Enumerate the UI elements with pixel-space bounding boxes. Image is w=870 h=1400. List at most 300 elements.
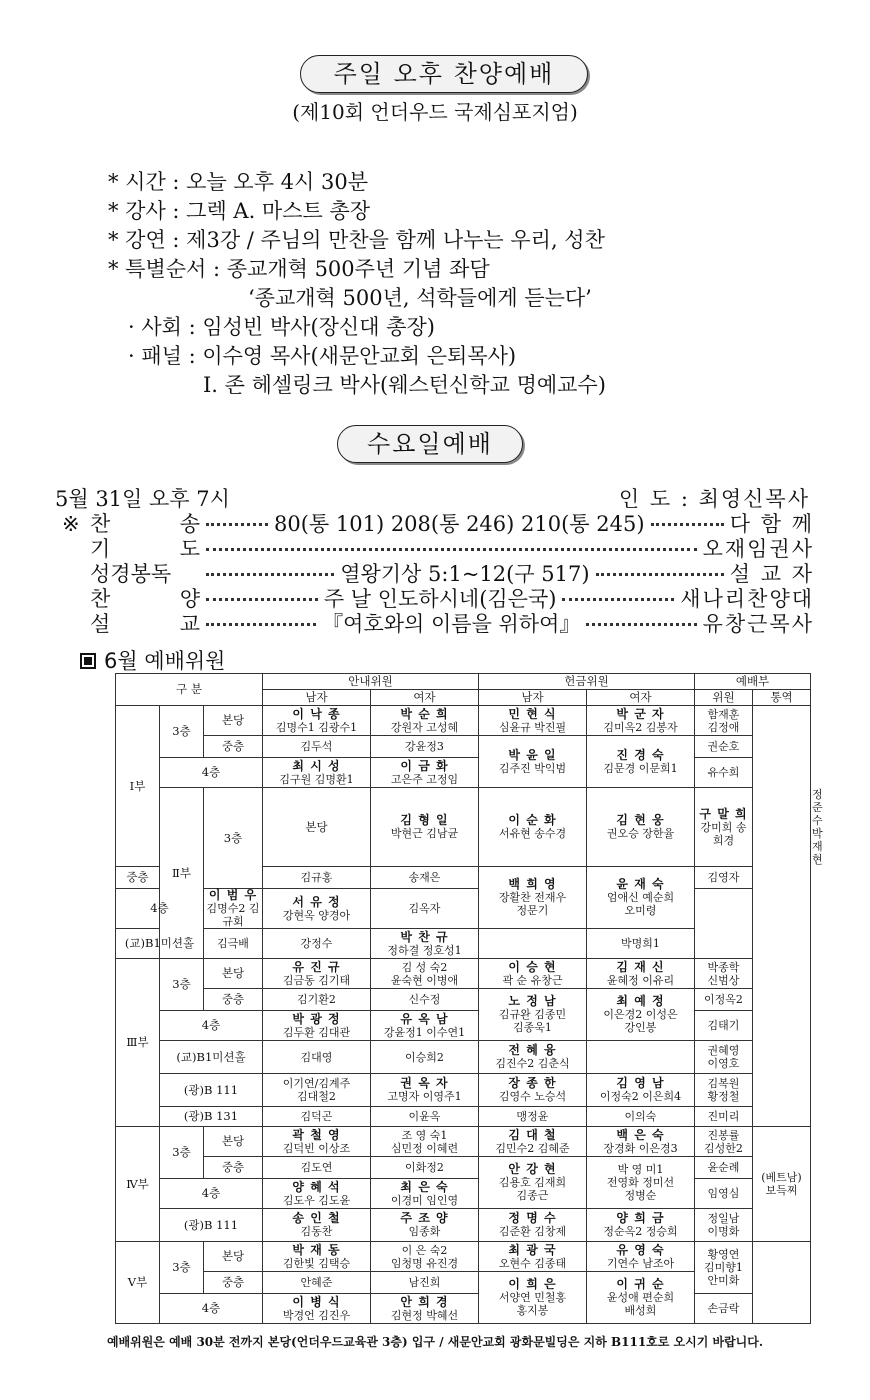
guide-male xyxy=(263,736,371,758)
floor-label: 4층 xyxy=(116,889,204,929)
order-label: 설 교 xyxy=(90,612,200,636)
member-names: 김주진 박익범 xyxy=(498,761,567,775)
member-names: 김종욱1 xyxy=(513,1021,552,1034)
division-part: Ⅳ부 xyxy=(116,1127,160,1242)
member-names: 김명수2 김규회 xyxy=(206,902,260,928)
leader-name: 양 희 금 xyxy=(616,1211,665,1225)
location-label: 본당 xyxy=(263,788,371,867)
member-names: 서유현 송수경 xyxy=(498,827,567,840)
member-names: 정순옥2 정승희 xyxy=(603,1225,678,1238)
leader-name: 정 명 수 xyxy=(508,1211,557,1225)
offering-male xyxy=(479,1242,587,1272)
leader-dots xyxy=(586,623,696,626)
location-label: 중층 xyxy=(204,989,263,1011)
header-offering: 헌금위원 xyxy=(479,674,695,690)
member-names: 김옥자 xyxy=(408,902,441,915)
member-names: 김영수 노승석 xyxy=(498,1090,567,1103)
member-names: 권혜영 xyxy=(707,1044,740,1057)
offering-female xyxy=(587,1242,695,1272)
leader-name: 최 예 정 xyxy=(616,994,665,1008)
offering-male xyxy=(479,959,587,989)
june-roster-heading xyxy=(80,645,225,675)
roster-row xyxy=(116,736,811,758)
roster-row xyxy=(116,1011,811,1041)
leader-dots xyxy=(206,523,268,526)
leader-name: 김 영 남 xyxy=(616,1076,665,1090)
offering-female xyxy=(587,1074,695,1107)
member-names: 이 은 숙2 xyxy=(401,1243,448,1257)
leader-name: 박 재 동 xyxy=(292,1242,341,1257)
division-part: Ⅱ부 xyxy=(160,788,204,959)
location-label: 본당 xyxy=(204,706,263,736)
wednesday-leader: 인 도 : 최영신목사 xyxy=(618,487,810,511)
order-person: 새나리찬양대 xyxy=(680,587,815,611)
leader-dots xyxy=(206,598,318,601)
worship-member xyxy=(587,929,695,959)
worship-member xyxy=(695,1041,753,1074)
member-names: 김문경 이문희1 xyxy=(603,761,678,775)
offering-male xyxy=(479,867,587,929)
guide-female xyxy=(479,788,587,867)
member-names: 임종화 xyxy=(408,1225,441,1238)
offering-female xyxy=(479,929,587,959)
location-label: 중층 xyxy=(204,736,263,758)
order-row xyxy=(62,612,814,637)
leader-name: 진 경 숙 xyxy=(616,747,665,762)
offering-female xyxy=(695,788,753,867)
location-label: 중층 xyxy=(204,1272,263,1294)
leader-name: 김 재 신 xyxy=(616,959,665,974)
member-names: 김금동 김기태 xyxy=(282,973,351,987)
worship-member xyxy=(695,1209,753,1242)
leader-name: 양 혜 석 xyxy=(292,1179,341,1194)
guide-female xyxy=(263,929,371,959)
guide-female xyxy=(371,1157,479,1179)
offering-female xyxy=(587,1272,695,1324)
roster-row xyxy=(116,1209,811,1242)
leader-name: 전 혜 융 xyxy=(508,1043,557,1057)
order-label: 찬 양 xyxy=(90,587,200,611)
offering-female xyxy=(587,959,695,989)
guide-male xyxy=(263,706,371,736)
location-label: 중층 xyxy=(116,867,160,889)
info-lecture: * 강연 : 제3강 / 주님의 만찬을 함께 나누는 우리, 성찬 xyxy=(108,228,605,252)
roster-row xyxy=(116,758,811,788)
member-names: 김미향1 xyxy=(704,1261,743,1274)
offering-female xyxy=(587,1209,695,1242)
leader-name: 이 병 식 xyxy=(292,1294,341,1309)
info-panel-2: I. 존 헤셀링크 박사(웨스턴신학교 명예교수) xyxy=(203,373,606,397)
guide-female xyxy=(371,1127,479,1157)
guide-male xyxy=(263,1272,371,1294)
order-person: 다 함 께 xyxy=(729,512,814,536)
leader-name: 박 찬 규 xyxy=(400,929,449,944)
guide-female xyxy=(371,959,479,989)
member-names: 장활찬 전재우 xyxy=(498,891,567,904)
member-names: 손금락 xyxy=(707,1302,740,1315)
offering-male xyxy=(371,929,479,959)
header-worship: 예배부 xyxy=(695,674,811,690)
member-names: 홍지봉 xyxy=(516,1304,549,1317)
leader-name: 유 옥 남 xyxy=(400,1011,449,1026)
member-names: 정문기 xyxy=(516,904,549,917)
division-part: Ⅲ부 xyxy=(116,959,160,1127)
member-names: 김명수1 김광수1 xyxy=(275,720,358,734)
guide-male xyxy=(204,889,263,929)
member-names: 이기연/김계주 xyxy=(282,1077,351,1090)
leader-name: 송 인 철 xyxy=(292,1211,341,1225)
offering-male xyxy=(479,1107,587,1127)
header-female: 여자 xyxy=(587,690,695,706)
worship-member xyxy=(695,867,753,889)
leader-name: 곽 철 영 xyxy=(292,1127,341,1142)
division-part: Ⅴ부 xyxy=(116,1242,160,1324)
member-names: 신범상 xyxy=(707,973,740,987)
leader-name: 박 군 자 xyxy=(616,706,665,721)
offering-female xyxy=(587,706,695,736)
order-person: 오재임권사 xyxy=(702,537,814,561)
order-row xyxy=(62,537,814,562)
offering-female xyxy=(587,867,695,929)
june-roster-title: 6월 예배위원 xyxy=(104,649,226,673)
member-names: 심민정 이혜련 xyxy=(390,1141,459,1155)
interpreter xyxy=(753,706,811,1127)
leader-dots xyxy=(206,573,334,576)
member-names: 이정옥2 xyxy=(704,993,743,1006)
leader-name: 민 현 식 xyxy=(508,706,557,721)
roster-footer-note: 예배위원은 예배 30분 전까지 본당(언더우드교육관 3층) 입구 / 새문안교회 광화문빌딩은 지하 B111호로 오시기 바랍니다. xyxy=(106,1335,764,1349)
sunday-service-subtitle: (제10회 언더우드 국제심포지엄) xyxy=(292,100,578,124)
june-roster-table xyxy=(115,673,823,1324)
member-names: 윤성애 편순희 xyxy=(606,1291,675,1304)
member-names: 곽 순 유창근 xyxy=(502,973,563,987)
roster-row xyxy=(116,889,811,929)
member-names: 강원자 고성혜 xyxy=(390,720,459,734)
member-names: 엄애신 예순희 xyxy=(606,891,675,904)
floor-label: (광)B 111 xyxy=(160,1074,263,1107)
division-part: Ⅰ부 xyxy=(116,706,160,867)
roster-row xyxy=(116,1107,811,1127)
member-names: 김진수2 김춘식 xyxy=(495,1057,570,1070)
member-names: 오현수 김종태 xyxy=(498,1256,567,1270)
member-names: 신수정 xyxy=(408,993,441,1006)
offering-male xyxy=(587,788,695,867)
member-names: 남진희 xyxy=(408,1276,441,1289)
info-special-title: ‘종교개혁 500년, 석학들에게 듣는다’ xyxy=(248,286,592,310)
floor-label: (교)B1미션홀 xyxy=(160,1041,263,1074)
worship-order xyxy=(62,512,814,637)
guide-female xyxy=(371,1242,479,1272)
member-names: 심윤규 박진필 xyxy=(498,720,567,734)
order-row xyxy=(62,512,814,537)
leader-name: 백 은 숙 xyxy=(616,1127,665,1142)
floor-label: 3층 xyxy=(160,1242,204,1294)
location-label: 본당 xyxy=(204,959,263,989)
offering-female xyxy=(587,1127,695,1157)
member-names: 황정철 xyxy=(707,1090,740,1103)
roster-row xyxy=(116,706,811,736)
order-content: 80(통 101) 208(통 246) 210(통 245) xyxy=(274,512,645,536)
leader-name: 김 형 일 xyxy=(400,813,449,827)
offering-female xyxy=(587,989,695,1041)
guide-female xyxy=(371,1041,479,1074)
guide-male xyxy=(263,1074,371,1107)
guide-male xyxy=(263,1242,371,1272)
guide-male xyxy=(371,788,479,867)
guide-male xyxy=(263,1011,371,1041)
leader-dots xyxy=(651,523,724,526)
floor-label: (광)B 111 xyxy=(160,1209,263,1242)
leader-name: 최 은 숙 xyxy=(400,1179,449,1194)
leader-name: 권 옥 자 xyxy=(400,1076,449,1090)
member-names: 고명자 이영주1 xyxy=(387,1090,462,1103)
interpreter xyxy=(753,1242,811,1324)
floor-label: 4층 xyxy=(160,1294,263,1324)
member-names: 진미리 xyxy=(707,1110,740,1123)
guide-male xyxy=(204,929,263,959)
leader-name: 윤 재 숙 xyxy=(616,877,665,891)
header-female: 여자 xyxy=(371,690,479,706)
leader-name: 최 시 성 xyxy=(292,758,341,773)
member-names: 박종학 xyxy=(707,960,740,974)
offering-male xyxy=(479,1127,587,1157)
leader-dots xyxy=(562,598,674,601)
info-panel: · 패널 : 이수영 목사(새문안교회 은퇴목사) xyxy=(128,344,517,368)
member-names: 김현정 박혜선 xyxy=(390,1308,459,1322)
leader-name: 안 강 현 xyxy=(508,1162,557,1176)
worship-member xyxy=(695,1107,753,1127)
roster-row xyxy=(116,1074,811,1107)
member-names: 김복원 xyxy=(707,1077,740,1090)
leader-name: 이 귀 순 xyxy=(616,1277,665,1291)
member-names: 김종근 xyxy=(516,1189,549,1202)
roster-row xyxy=(116,989,811,1011)
member-names: 유수희 xyxy=(707,766,740,779)
guide-female xyxy=(263,889,371,929)
guide-female xyxy=(371,1107,479,1127)
leader-name: 이 범 우 xyxy=(208,888,258,902)
member-names: 강현옥 양경아 xyxy=(282,908,351,922)
floor-label: (교)B1미션홀 xyxy=(116,929,204,959)
member-names: 김두석 xyxy=(300,740,333,753)
guide-female xyxy=(371,758,479,788)
member-names: (베트남) xyxy=(761,1171,802,1184)
member-names: 윤순례 xyxy=(707,1161,740,1174)
order-row xyxy=(62,562,814,587)
member-names: 안미화 xyxy=(707,1274,740,1287)
leader-dots xyxy=(206,548,697,551)
leader-name: 장 종 한 xyxy=(508,1076,557,1090)
member-names: 고은주 고정임 xyxy=(390,772,459,786)
member-names: 김영자 xyxy=(707,871,740,884)
member-names: 함재훈 xyxy=(707,707,740,721)
guide-female xyxy=(371,989,479,1011)
member-names: 김규완 김종민 xyxy=(498,1008,567,1021)
member-names: 김민수2 김혜준 xyxy=(495,1141,570,1155)
member-names: 이정숙2 이은희4 xyxy=(599,1090,682,1103)
guide-female xyxy=(371,867,479,889)
location-label: 본당 xyxy=(204,1127,263,1157)
member-names: 권순호 xyxy=(707,740,740,753)
leader-name: 이 금 화 xyxy=(400,758,449,773)
location-label: 중층 xyxy=(204,1157,263,1179)
guide-male xyxy=(263,1127,371,1157)
guide-female xyxy=(371,1179,479,1209)
order-content: 주 날 인도하시네(김은국) xyxy=(323,587,557,611)
member-names: 윤혜정 이유리 xyxy=(606,973,675,987)
worship-member xyxy=(695,1294,753,1324)
guide-female xyxy=(371,706,479,736)
offering-male xyxy=(479,736,587,788)
member-names: 박현근 김남균 xyxy=(390,827,459,840)
member-names: 오미령 xyxy=(624,904,657,917)
leader-name: 김 대 철 xyxy=(508,1127,557,1142)
member-names: 김대철2 xyxy=(297,1090,336,1103)
member-names: 김두환 김대관 xyxy=(282,1025,351,1039)
order-content: 『여호와의 이름을 위하여』 xyxy=(322,612,581,636)
member-names: 김도우 김도윤 xyxy=(282,1193,351,1207)
guide-male xyxy=(263,1179,371,1209)
offering-male xyxy=(479,706,587,736)
header-guide: 안내위원 xyxy=(263,674,479,690)
member-names: 박명희1 xyxy=(621,937,660,950)
member-names: 김규홍 xyxy=(300,871,333,884)
roster-row xyxy=(116,1127,811,1157)
sunday-service-info xyxy=(108,168,606,400)
square-bullet-icon xyxy=(80,653,96,669)
worship-member xyxy=(371,889,479,929)
guide-male xyxy=(263,959,371,989)
roster-row xyxy=(116,959,811,989)
offering-male xyxy=(479,1074,587,1107)
header-interpreter: 통역 xyxy=(753,690,811,706)
floor-label: 4층 xyxy=(160,1011,263,1041)
member-names: 전영화 정미선 xyxy=(606,1176,675,1189)
leader-name: 이 승 현 xyxy=(508,959,557,974)
header-member: 위원 xyxy=(695,690,753,706)
member-names: 강윤정3 xyxy=(405,740,444,753)
leader-name: 김 현 웅 xyxy=(616,813,665,827)
member-names: 강인봉 xyxy=(624,1021,657,1034)
leader-name: 노 정 남 xyxy=(508,994,557,1008)
leader-dots xyxy=(206,623,316,626)
leader-name: 박 광 정 xyxy=(292,1011,341,1026)
member-names: 이경미 임인영 xyxy=(390,1193,459,1207)
member-names: 안혜준 xyxy=(300,1276,333,1289)
guide-female xyxy=(371,1209,479,1242)
guide-male xyxy=(263,1107,371,1127)
offering-female xyxy=(587,736,695,788)
worship-member xyxy=(695,706,753,736)
guide-female xyxy=(371,736,479,758)
leader-name: 이 낙 종 xyxy=(292,706,341,721)
leader-name: 이 순 화 xyxy=(508,813,557,827)
offering-female xyxy=(587,1107,695,1127)
worship-member xyxy=(695,1242,753,1294)
wednesday-service-title: 수요일예배 xyxy=(337,425,523,463)
leader-name: 유 진 규 xyxy=(292,959,341,974)
roster-row xyxy=(116,1179,811,1209)
order-row xyxy=(62,587,814,612)
leader-name: 박 윤 일 xyxy=(508,747,557,762)
floor-label: 3층 xyxy=(204,788,263,889)
worship-member xyxy=(695,1011,753,1041)
member-names: 김기환2 xyxy=(297,993,336,1006)
worship-member xyxy=(695,1157,753,1179)
order-content: 열왕기상 5:1~12(구 517) xyxy=(340,562,590,586)
member-names: 김극배 xyxy=(217,937,249,950)
order-person: 유창근목사 xyxy=(702,612,814,636)
offering-male xyxy=(479,989,587,1041)
member-names: 정병순 xyxy=(624,1189,657,1202)
guide-male xyxy=(263,758,371,788)
roster-row xyxy=(116,1242,811,1272)
leader-name: 백 희 영 xyxy=(508,877,557,891)
leader-name: 최 광 국 xyxy=(508,1242,557,1257)
worship-member xyxy=(695,1179,753,1209)
member-names: 이영호 xyxy=(707,1057,740,1070)
guide-male xyxy=(263,1157,371,1179)
guide-male xyxy=(263,1041,371,1074)
member-names: 김성한2 xyxy=(704,1141,743,1155)
member-names: 이의숙 xyxy=(624,1110,657,1123)
member-names: 이명화 xyxy=(707,1225,740,1238)
floor-label: (광)B 131 xyxy=(160,1107,263,1127)
member-names: 보득찌 xyxy=(765,1184,798,1197)
member-names: 김한빛 김택승 xyxy=(282,1256,351,1270)
info-time: * 시간 : 오늘 오후 4시 30분 xyxy=(108,170,368,194)
member-names: 강미희 송희경 xyxy=(700,820,747,847)
header-male: 남자 xyxy=(479,690,587,706)
floor-label: 3층 xyxy=(160,1127,204,1179)
member-names: 임영심 xyxy=(707,1187,740,1200)
member-names: 김태기 xyxy=(707,1019,740,1032)
guide-male xyxy=(263,989,371,1011)
roster-row xyxy=(116,1157,811,1179)
info-moderator: · 사회 : 임성빈 박사(장신대 총장) xyxy=(128,315,435,339)
guide-male xyxy=(263,867,371,889)
member-names: 조 영 숙1 xyxy=(401,1128,448,1142)
floor-label: 4층 xyxy=(160,758,263,788)
sunday-service-title: 주일 오후 찬양예배 xyxy=(300,55,588,93)
offering-female xyxy=(587,1041,695,1074)
order-person: 설 교 자 xyxy=(729,562,814,586)
guide-male xyxy=(263,1209,371,1242)
worship-member xyxy=(695,1127,753,1157)
offering-male xyxy=(479,1157,587,1209)
leader-name: 주 조 양 xyxy=(400,1211,449,1225)
member-names: 이승희2 xyxy=(405,1050,444,1064)
member-names: 이윤옥 xyxy=(408,1110,441,1123)
leader-name: 서 유 정 xyxy=(292,894,341,909)
member-names: 기연수 남조아 xyxy=(606,1256,675,1270)
member-names: 임청명 유진경 xyxy=(390,1256,459,1270)
header-division: 구 분 xyxy=(116,674,263,706)
guide-female xyxy=(371,1294,479,1324)
member-names: 맹정윤 xyxy=(516,1110,549,1123)
member-names: 배성희 xyxy=(624,1304,657,1317)
member-names: 정일남 xyxy=(707,1212,740,1225)
member-names: 김 성 숙2 xyxy=(401,960,448,974)
worship-member xyxy=(695,758,753,788)
offering-male xyxy=(479,1041,587,1074)
guide-female xyxy=(371,1074,479,1107)
member-names: 송재은 xyxy=(408,871,441,884)
member-names: 이화정2 xyxy=(405,1161,444,1174)
member-names: 김준환 김창제 xyxy=(498,1225,567,1238)
offering-male xyxy=(479,1272,587,1324)
member-names: 강정수 xyxy=(300,937,333,950)
